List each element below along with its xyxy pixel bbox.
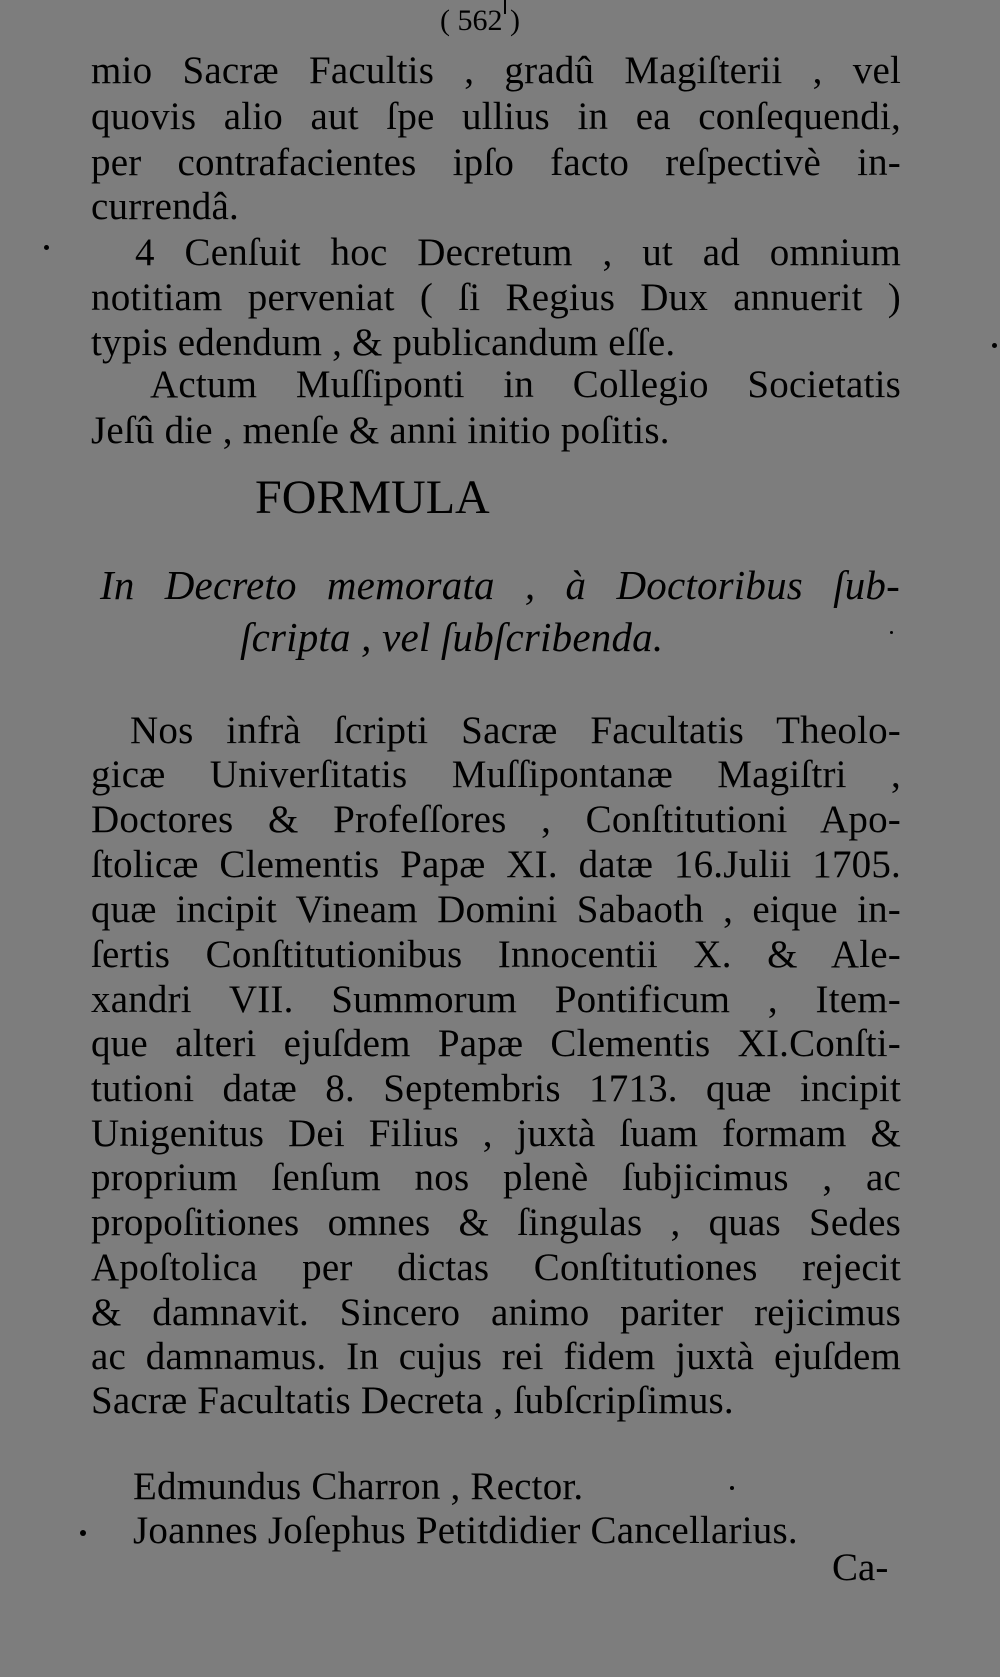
text-line: proprium ſenſum nos plenè ſubjicimus , ac (91, 1156, 901, 1199)
scan-speck (44, 245, 49, 250)
text-line: ſtolicæ Clementis Papæ XI. datæ 16.Julii 1705. (91, 843, 901, 886)
text-line: tutioni datæ 8. Septembris 1713. quæ incipit (91, 1067, 901, 1110)
text-line: Apoſtolica per dictas Conſtitutiones rejecit (91, 1246, 901, 1289)
text-line: typis edendum , & publicandum eſſe. (91, 321, 676, 364)
text-line: mio Sacræ Facultis , gradû Magiſterii , vel (91, 49, 901, 92)
text-line: & damnavit. Sincero animo pariter rejicimus (91, 1291, 901, 1334)
catchword: Ca- (832, 1546, 889, 1589)
text-line: Sacræ Facultatis Decreta , ſubſcripſimus. (91, 1379, 734, 1422)
text-line: xandri VII. Summorum Pontificum , Item- (91, 978, 901, 1021)
page-number: ( 562 ) (440, 4, 520, 37)
text-line: gicæ Univerſitatis Muſſipontanæ Magiſtri , (91, 753, 901, 796)
text-line: Unigenitus Dei Filius , juxtà ſuam formam & (91, 1112, 901, 1155)
text-line: Nos infrà ſcripti Sacræ Facultatis Theolo- (130, 709, 901, 752)
text-line: quovis alio aut ſpe ullius in ea conſequendi, (91, 95, 901, 138)
text-line: currendâ. (91, 185, 239, 228)
text-line: Doctores & Profeſſores , Conſtitutioni Apo- (91, 798, 901, 841)
text-line: 4 Cenſuit hoc Decretum , ut ad omnium (135, 231, 901, 274)
text-line: per contrafacientes ipſo facto reſpectivè in- (91, 141, 901, 184)
scan-speck (730, 1486, 734, 1490)
section-subtitle-line: ſcripta , vel ſubſcribenda. (240, 614, 664, 660)
text-line: que alteri ejuſdem Papæ Clementis XI.Conſti- (91, 1022, 901, 1065)
scan-speck (890, 631, 893, 634)
text-line: ac damnamus. In cujus rei fidem juxtà ejuſdem (91, 1335, 901, 1378)
text-line: Jeſû die , menſe & anni initio poſitis. (91, 409, 670, 452)
text-line: quæ incipit Vineam Domini Sabaoth , eique in- (91, 888, 901, 931)
text-line: Actum Muſſiponti in Collegio Societatis (150, 363, 901, 406)
scan-speck (992, 343, 997, 348)
signature-line: Edmundus Charron , Rector. (133, 1465, 584, 1508)
section-subtitle-line: In Decreto memorata , à Doctoribus ſub- (100, 562, 900, 608)
text-line: ſertis Conſtitutionibus Innocentii X. & Ale- (91, 933, 901, 976)
signature-line: Joannes Joſephus Petitdidier Cancellarius. (133, 1509, 798, 1552)
scan-speck (80, 1530, 86, 1536)
text-line: notitiam perveniat ( ſi Regius Dux annuerit ) (91, 276, 901, 319)
section-heading: FORMULA (255, 471, 490, 524)
text-line: propoſitiones omnes & ſingulas , quas Sedes (91, 1201, 901, 1244)
